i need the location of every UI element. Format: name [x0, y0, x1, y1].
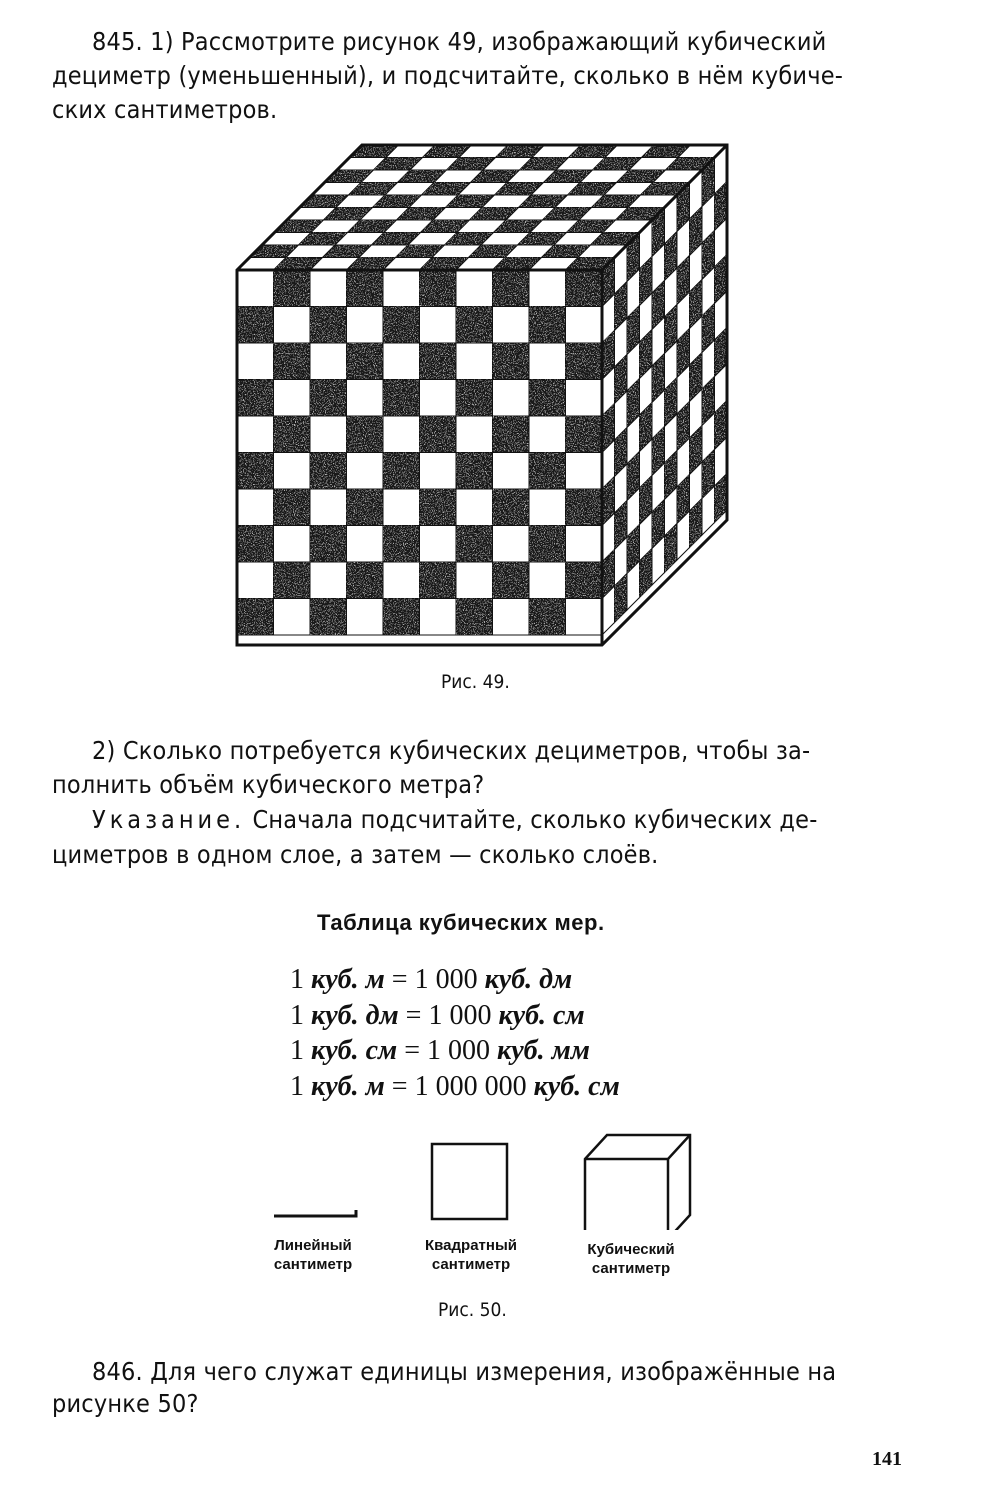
cube-front-cell: [420, 526, 457, 563]
cube-front-cell: [420, 270, 457, 307]
cube-front-cell: [310, 380, 347, 417]
cube-front-cell: [347, 453, 384, 490]
cube-front-cell: [274, 562, 311, 599]
cube-front-cell: [493, 489, 530, 526]
formula-unit-right: куб. см: [533, 1071, 620, 1102]
problem-845-line-3: ских сантиметров.: [52, 95, 278, 124]
cube-front-face: [237, 270, 602, 635]
cube-front-cell: [347, 343, 384, 380]
label-square-line-2: сантиметр: [431, 1256, 511, 1273]
formula-row-1: [290, 964, 572, 996]
formula-unit-left: куб. м: [311, 1071, 385, 1102]
cube-front-cell: [566, 599, 603, 636]
cube-front-cell: [310, 526, 347, 563]
cube-front-cell: [420, 343, 457, 380]
cube-front-cell: [383, 380, 420, 417]
cube-front-cell: [310, 453, 347, 490]
table-title: Таблица кубических мер.: [317, 910, 605, 935]
cube-front-cell: [237, 599, 274, 636]
cube-front-cell: [383, 307, 420, 344]
hint-line-1: [92, 804, 818, 836]
cube-front-cell: [347, 307, 384, 344]
formula-one: 1: [290, 1035, 304, 1066]
cube-front-cell: [347, 599, 384, 636]
formula-value: = 1 000: [405, 1000, 492, 1031]
formula-unit-left: куб. м: [311, 964, 385, 995]
cube-front-cell: [456, 380, 493, 417]
cube-front-cell: [529, 270, 566, 307]
cube-front-cell: [420, 416, 457, 453]
cube-front-cell: [566, 343, 603, 380]
cube-front-cell: [566, 380, 603, 417]
label-linear-line-2: сантиметр: [273, 1256, 353, 1273]
cube-front-cell: [383, 453, 420, 490]
hint-line-1-text: Сначала подсчитайте, сколько кубических де-: [245, 805, 818, 834]
cube-front-cell: [237, 416, 274, 453]
cube-front-cell: [274, 343, 311, 380]
cube-front-cell: [274, 307, 311, 344]
cube-front-cell: [274, 380, 311, 417]
figure-49-cube: [0, 0, 1003, 700]
cube-front-cell: [529, 453, 566, 490]
cube-front-cell: [420, 562, 457, 599]
linear-centimeter-line: [274, 1210, 356, 1216]
hint-line-2: циметров в одном слое, а затем — сколько слоёв.: [52, 840, 659, 869]
cube-front-cell: [383, 562, 420, 599]
cube-front-cell: [456, 270, 493, 307]
cube-front-cell: [237, 526, 274, 563]
cube-front-cell: [274, 526, 311, 563]
cube-front-cell: [237, 562, 274, 599]
label-cubic-centimeter: [572, 1240, 690, 1278]
formula-row-2: [290, 1000, 585, 1032]
cube-front-cell: [493, 270, 530, 307]
cube-front-cell: [420, 380, 457, 417]
formula-one: 1: [290, 1071, 304, 1102]
label-cubic-line-1: Кубический: [587, 1241, 675, 1258]
cube-front-cell: [493, 380, 530, 417]
cube-front-cell: [493, 599, 530, 636]
cube-front-cell: [566, 562, 603, 599]
cube-front-cell: [237, 307, 274, 344]
label-cubic-line-2: сантиметр: [591, 1260, 671, 1277]
formula-unit-left: куб. дм: [311, 1000, 399, 1031]
cube-front-cell: [274, 270, 311, 307]
cube-front-cell: [420, 489, 457, 526]
label-square-line-1: Квадратный: [425, 1237, 517, 1254]
formula-unit-right: куб. см: [498, 1000, 585, 1031]
cube-front-cell: [383, 599, 420, 636]
cube-front-cell: [456, 526, 493, 563]
part-2-line-1: 2) Сколько потребуется кубических дециметров, чтобы за-: [92, 736, 811, 765]
cube-front-cell: [347, 270, 384, 307]
formula-row-4: [290, 1071, 620, 1103]
cube-front-cell: [529, 489, 566, 526]
cube-front-cell: [237, 343, 274, 380]
cube-front-cell: [456, 416, 493, 453]
cube-front-cell: [383, 270, 420, 307]
cube-front-cell: [456, 562, 493, 599]
cube-front-cell: [310, 307, 347, 344]
cube-front-cell: [310, 489, 347, 526]
cube-front-cell: [310, 343, 347, 380]
hint-label: Указание.: [92, 805, 246, 834]
cube-front-cell: [347, 526, 384, 563]
label-square-centimeter: [412, 1236, 530, 1274]
cube-front-cell: [383, 489, 420, 526]
cube-front-cell: [529, 599, 566, 636]
cube-front-cell: [310, 562, 347, 599]
cube-front-cell: [493, 562, 530, 599]
cube-front-cell: [493, 453, 530, 490]
problem-845-line-2: дециметр (уменьшенный), и подсчитайте, сколько в нём кубиче-: [52, 61, 844, 90]
cube-front-cell: [420, 599, 457, 636]
cube-front-cell: [420, 307, 457, 344]
problem-845-line-1: 845. 1) Рассмотрите рисунок 49, изображающий кубический: [92, 27, 827, 56]
cube-front-cell: [529, 526, 566, 563]
cube-front-cell: [347, 562, 384, 599]
cube-front-cell: [274, 453, 311, 490]
cube-front-cell: [456, 307, 493, 344]
formula-value: = 1 000: [391, 964, 478, 995]
cube-front-cell: [493, 343, 530, 380]
formula-unit-right: куб. дм: [484, 964, 573, 995]
cube-front-cell: [566, 453, 603, 490]
cube-front-cell: [566, 416, 603, 453]
cube-front-cell: [383, 416, 420, 453]
figure-49-caption: Рис. 49.: [441, 671, 510, 693]
cube-front-cell: [456, 489, 493, 526]
cube-front-cell: [274, 599, 311, 636]
formula-unit-right: куб. мм: [497, 1035, 590, 1066]
page-number: 141: [872, 1448, 902, 1470]
cube-front-cell: [383, 343, 420, 380]
cube-front-cell: [529, 307, 566, 344]
problem-846-line-2: рисунке 50?: [52, 1389, 199, 1418]
formula-value: = 1 000 000: [391, 1071, 527, 1102]
square-centimeter-shape: [432, 1144, 507, 1219]
figure-50-drawings: [0, 1120, 1003, 1230]
cube-front-cell: [420, 453, 457, 490]
cube-front-cell: [383, 526, 420, 563]
cube-front-cell: [237, 270, 274, 307]
label-linear-line-1: Линейный: [274, 1237, 352, 1254]
cube-front-cell: [347, 489, 384, 526]
formula-one: 1: [290, 1000, 304, 1031]
cube-front-cell: [274, 416, 311, 453]
formula-one: 1: [290, 964, 304, 995]
cube-front-cell: [493, 416, 530, 453]
cube-front-cell: [529, 416, 566, 453]
cube-front-cell: [529, 343, 566, 380]
cube-front-cell: [566, 526, 603, 563]
formula-unit-left: куб. см: [311, 1035, 398, 1066]
cube-front-cell: [310, 599, 347, 636]
cube-front-cell: [237, 489, 274, 526]
cube-front-cell: [237, 380, 274, 417]
cube-front-cell: [456, 599, 493, 636]
cube-front-cell: [566, 489, 603, 526]
cube-front-cell: [347, 380, 384, 417]
cube-front-cell: [566, 270, 603, 307]
formula-value: = 1 000: [404, 1035, 490, 1066]
formula-row-3: [290, 1035, 590, 1067]
cube-front-cell: [310, 270, 347, 307]
problem-846-line-1: 846. Для чего служат единицы измерения, изображённые на: [92, 1357, 837, 1386]
cube-front-cell: [566, 307, 603, 344]
figure-50-caption: Рис. 50.: [438, 1299, 507, 1321]
cube-front-cell: [310, 416, 347, 453]
cube-front-cell: [237, 453, 274, 490]
cube-front-cell: [456, 453, 493, 490]
cube-front-cell: [456, 343, 493, 380]
part-2-line-2: полнить объём кубического метра?: [52, 770, 485, 799]
cube-front-cell: [529, 562, 566, 599]
cubic-centimeter-shape: [585, 1135, 690, 1230]
cube-front-cell: [529, 380, 566, 417]
label-linear-centimeter: [263, 1236, 363, 1274]
cube-front-cell: [493, 307, 530, 344]
cube-front-cell: [493, 526, 530, 563]
cube-front-cell: [347, 416, 384, 453]
cube-front-cell: [274, 489, 311, 526]
